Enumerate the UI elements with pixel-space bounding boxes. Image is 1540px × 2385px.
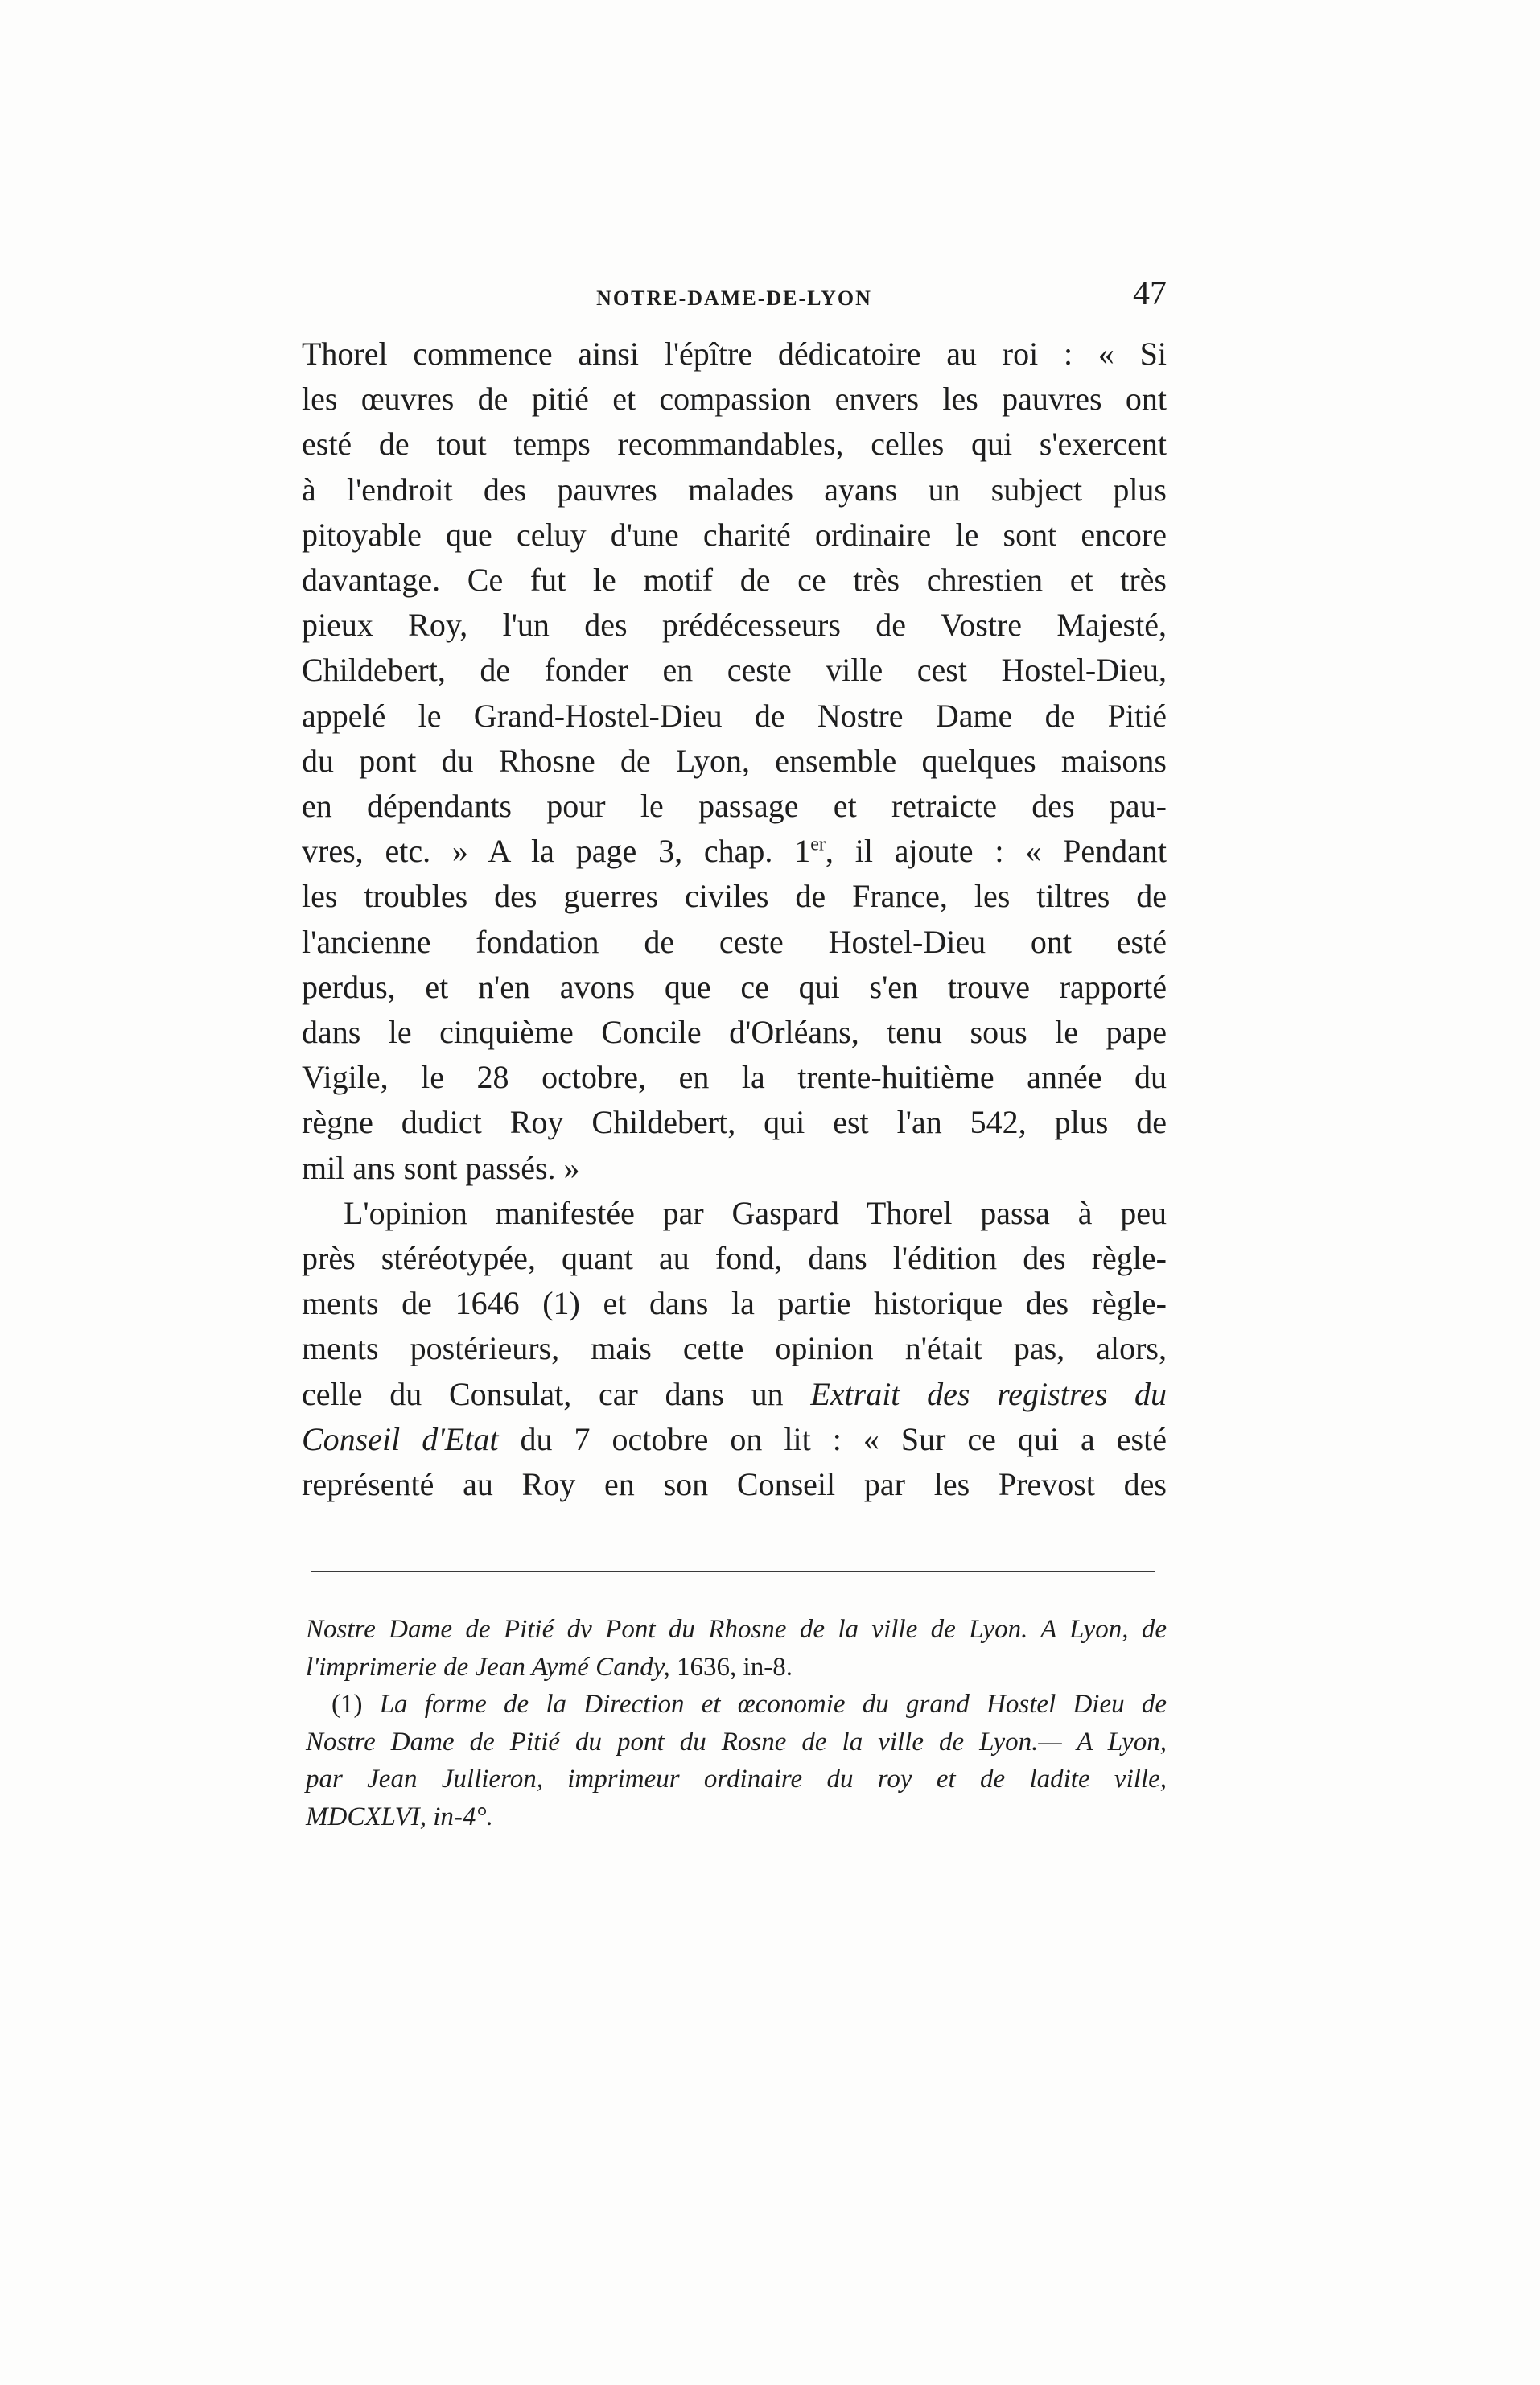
text-line: à l'endroit des pauvres malades ayans un subject plus [302,471,1167,508]
text-line: Thorel commence ainsi l'épître dédicatoire au roi : « Si [302,336,1167,372]
text-line: Vigile, le 28 octobre, en la trente-huitième année du [302,1059,1167,1096]
text-line: perdus, et n'en avons que ce qui s'en trouve rapporté [302,968,1167,1005]
chapter-number: 1 [794,833,811,870]
text-line: esté de tout temps recommandables, celles qui s'exercent [302,426,1167,463]
footnote-line: Nostre Dame de Pitié du pont du Rosne de la ville de Lyon.— A Lyon, [306,1727,1167,1757]
text-line: pitoyable que celuy d'une charité ordinaire le sont encore [302,516,1167,553]
text-line: en dépendants pour le passage et retraicte des pau- [302,788,1167,825]
footnote-line: par Jean Jullieron, imprimeur ordinaire du roy et de ladite ville, [306,1765,1167,1794]
footnote-line: Nostre Dame de Pitié dv Pont du Rhosne de la ville de Lyon. A Lyon, de [306,1615,1167,1644]
footnote-line [306,1649,1167,1687]
footnote-marker: (1) [331,1690,363,1719]
line-end: , il ajoute : « Pendant [825,833,1167,870]
page-header [302,275,1167,319]
text-line: les œuvres de pitié et compassion envers les pauvres ont [302,381,1167,418]
text-line: règne dudict Roy Childebert, qui est l'an 542, plus de [302,1104,1167,1141]
line-start: vres, etc. » A la page 3, chap. [302,833,773,870]
line-start: celle du Consulat, car dans un [302,1375,784,1412]
running-head: NOTRE-DAME-DE-LYON [596,286,872,310]
italic-title: Extrait des registres du [810,1375,1167,1412]
text-line [302,829,1167,874]
text-line: près stéréotypée, quant au fond, dans l'édition des règle- [302,1240,1167,1277]
text-line: appelé le Grand-Hostel-Dieu de Nostre Dame de Pitié [302,697,1167,734]
footnote-text: l'imprimerie de Jean Aymé Candy, [306,1652,670,1682]
text-line: les troubles des guerres civiles de France, les tiltres de [302,878,1167,915]
text-line [302,1372,1167,1417]
text-line: du pont du Rhosne de Lyon, ensemble quelques maisons [302,742,1167,779]
text-line: mil ans sont passés. » [302,1149,580,1186]
text-line: représenté au Roy en son Conseil par les Prevost des [302,1466,1167,1503]
text-line: l'ancienne fondation de ceste Hostel-Dieu ont esté [302,923,1167,960]
footnote-text: 1636, in-8. [669,1652,793,1682]
footnote-divider [311,1571,1155,1572]
footnote-line [306,1686,1167,1724]
line-end: du 7 octobre on lit : « Sur ce qui a esté [498,1420,1167,1457]
footnote-line: MDCXLVI, in-4°. [306,1802,493,1831]
italic-title: Conseil d'Etat [302,1420,499,1457]
text-line: davantage. Ce fut le motif de ce très chrestien et très [302,562,1167,599]
text-line: ments de 1646 (1) et dans la partie historique des règle- [302,1285,1167,1322]
footnotes [306,1611,1167,1835]
text-line: ments postérieurs, mais cette opinion n'était pas, alors, [302,1330,1167,1367]
superscript-er: er [810,834,826,855]
text-line: dans le cinquième Concile d'Orléans, tenu sous le pape [302,1014,1167,1051]
text-line: Childebert, de fonder en ceste ville cest Hostel-Dieu, [302,652,1167,689]
body-text [302,332,1167,1507]
page-number: 47 [1133,275,1167,312]
text-line [302,1417,1167,1462]
footnote-text: La forme de la Direction et œconomie du grand Hostel Dieu de [362,1690,1167,1719]
text-line: L'opinion manifestée par Gaspard Thorel passa à peu [344,1194,1167,1231]
text-line: pieux Roy, l'un des prédécesseurs de Vostre Majesté, [302,607,1167,644]
